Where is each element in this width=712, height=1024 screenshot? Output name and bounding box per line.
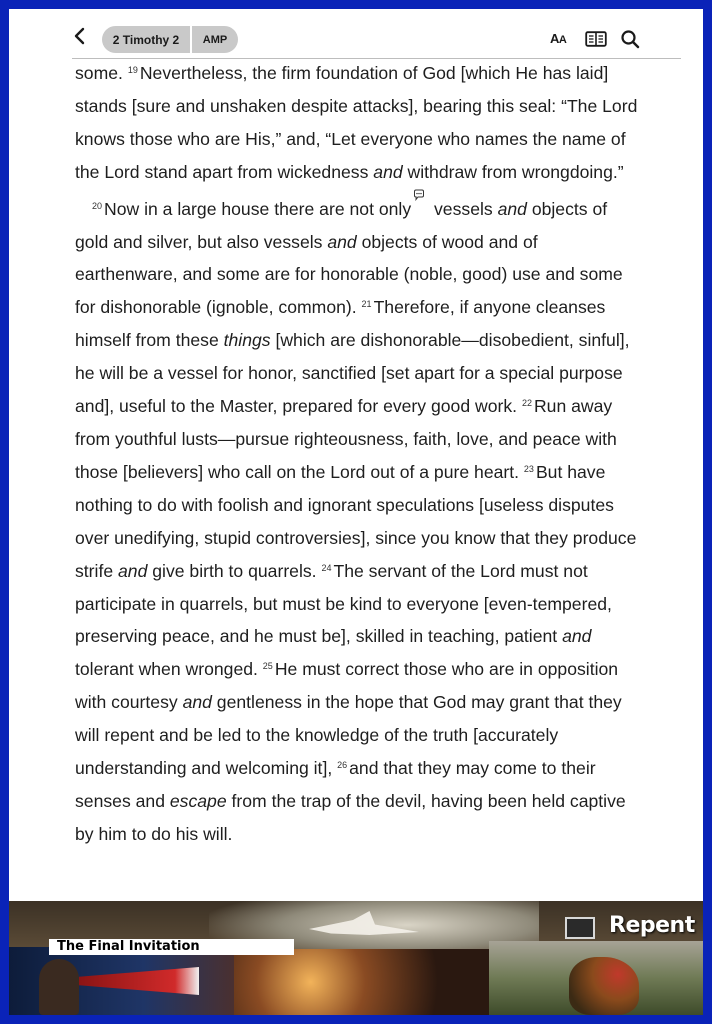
banner-lamps-image xyxy=(234,949,489,1015)
text-run: gentleness in the hope that God may grant that they will repent and be led to the knowledge of the truth [accurately understanding and welcoming it], xyxy=(75,692,622,779)
text-run: vessels xyxy=(429,198,498,219)
text-run: The servant of the Lord must not participate in quarrels, but must be kind to everyone [even-tempered, preserving peace, and he must be], skilled in teaching, patient xyxy=(75,560,612,647)
preacher-image xyxy=(39,959,79,1015)
verse-number[interactable]: 25 xyxy=(262,661,273,672)
text-run: give birth to quarrels. xyxy=(147,560,322,581)
parallel-view-button[interactable] xyxy=(585,31,607,47)
text-run: But have nothing to do with foolish and ignorant speculations [useless disputes over unedifying, stupid controversies], since you know that they produce strife xyxy=(75,461,637,581)
top-nav-bar xyxy=(9,9,703,58)
text-run: from the trap of the devil, having been held captive by him to do his will. xyxy=(75,790,626,844)
search-icon xyxy=(620,29,640,49)
italic-run: and xyxy=(118,560,148,581)
italic-run: escape xyxy=(169,790,227,811)
text-run: He must correct those who are in opposition with courtesy xyxy=(75,659,619,713)
footnote-note-icon[interactable] xyxy=(413,189,425,201)
text-run: withdraw from wrongdoing.” xyxy=(402,161,624,182)
text-run: Run away from youthful lusts—pursue righteousness, faith, love, and peace with those [believers] who call on the Lord out of a pure heart. xyxy=(75,396,617,482)
text-run: and that they may come to their senses and xyxy=(75,758,596,811)
banner-repent-label: Repent xyxy=(609,913,695,938)
verse-number[interactable]: 22 xyxy=(521,398,532,409)
passage-text xyxy=(75,57,641,851)
italic-run: and xyxy=(373,161,403,182)
italic-run: and xyxy=(182,692,212,713)
banner-title: The Final Invitation xyxy=(49,939,294,955)
verse-number[interactable]: 26 xyxy=(337,760,348,771)
verse-number[interactable]: 21 xyxy=(361,299,372,310)
text-run: objects of gold and silver, but also vessels xyxy=(75,198,608,252)
text-run: some. xyxy=(75,63,128,83)
search-button[interactable] xyxy=(620,29,640,49)
italic-run: things xyxy=(223,330,271,351)
text-size-button[interactable] xyxy=(550,31,566,46)
italic-run: and xyxy=(327,231,357,252)
verse-number[interactable]: 20 xyxy=(92,200,103,211)
text-size-small-a: A xyxy=(558,34,567,46)
text-run: [which are dishonorable—disobedient, sinful], he will be a vessel for honor, sanctified [set apart for a special purpose and], useful to the Master, prepared for every good work. xyxy=(75,330,630,417)
italic-run: and xyxy=(562,626,592,647)
text-run: Now in a large house there are not only xyxy=(104,198,412,219)
text-run: tolerant when wronged. xyxy=(75,659,263,680)
version-selector[interactable]: AMP xyxy=(192,26,238,53)
chevron-left-icon xyxy=(69,25,91,47)
verse-number[interactable]: 23 xyxy=(523,463,534,474)
italic-run: and xyxy=(497,198,527,219)
text-size-large-a: A xyxy=(550,31,559,46)
text-run: Nevertheless, the firm foundation of God [which He has laid] stands [sure and unshaken despite attacks], bearing this seal: “The Lord knows those who are His,” and, “Let everyone who names the name of the Lord stand apart from wickedness xyxy=(75,63,638,182)
hourglass-icon xyxy=(565,917,595,939)
verse-number[interactable]: 24 xyxy=(321,562,332,573)
book-chapter-selector[interactable]: 2 Timothy 2 xyxy=(102,26,190,53)
verse-number[interactable]: 19 xyxy=(127,65,138,75)
text-run: Therefore, if anyone cleanses himself from these xyxy=(75,297,606,351)
paragraph xyxy=(75,189,641,851)
reader-screen xyxy=(9,9,703,1015)
rooster-image xyxy=(569,957,639,1015)
text-run: objects of wood and of earthenware, and some are for honorable (noble, good) use and some for dishonorable (ignoble, common). xyxy=(75,231,623,318)
promo-banner[interactable] xyxy=(9,901,703,1015)
text-size-icon xyxy=(550,31,566,46)
parallel-view-icon xyxy=(585,31,607,47)
back-button[interactable] xyxy=(69,25,91,47)
paragraph xyxy=(75,57,641,189)
